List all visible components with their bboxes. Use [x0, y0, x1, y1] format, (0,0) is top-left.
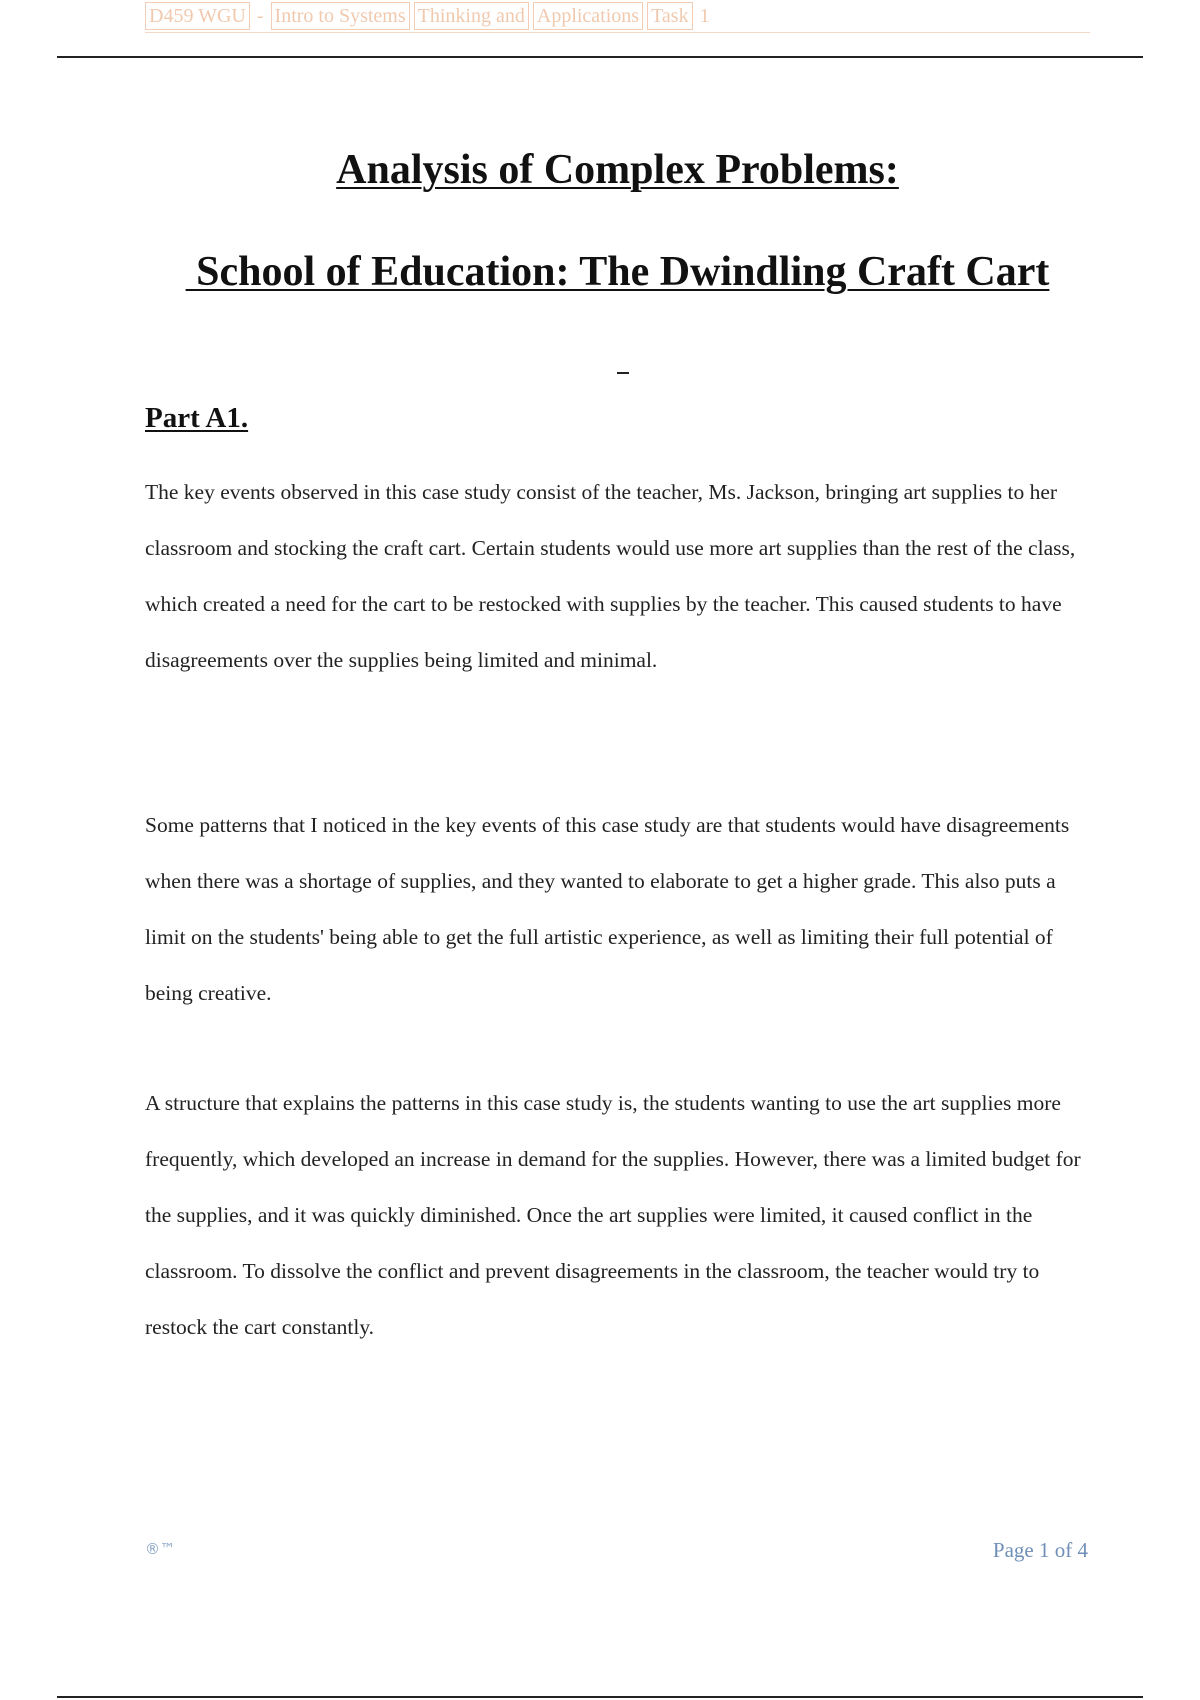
paragraph-patterns: Some patterns that I noticed in the key events of this case study are that students would have disagreements when there was a shortage of supplies, and they wanted to elaborate to get a higher grade. This also puts a limit on the students' being able to get the full artistic experience, as well as limiting their full potential of being creative. — [145, 813, 1070, 1005]
document-subtitle: School of Education: The Dwindling Craft Cart — [185, 249, 1050, 295]
section-heading-part-a1: Part A1. — [145, 402, 249, 434]
document-header — [145, 0, 1090, 33]
top-divider — [57, 56, 1143, 58]
spacer-mark — [617, 372, 629, 374]
header-tag-course-code: D459 WGU — [145, 2, 250, 30]
bottom-divider — [57, 1696, 1143, 1698]
header-tag-task: Task — [647, 2, 692, 30]
header-tag-intro: Intro to Systems — [271, 2, 410, 30]
paragraph-key-events: The key events observed in this case study consist of the teacher, Ms. Jackson, bringing art supplies to her classroom and stocking the craft cart. Certain students would use more art supplies than the rest of the class, which created a need for the cart to be restocked with supplies by the teacher. This caused students to have disagreements over the supplies being limited and minimal. — [145, 480, 1076, 672]
header-separator: - — [256, 5, 264, 27]
document-title: Analysis of Complex Problems: — [336, 147, 899, 193]
page-number: Page 1 of 4 — [992, 1538, 1088, 1562]
footer-trademark: ®™ — [145, 1540, 175, 1558]
header-tag-applications: Applications — [533, 2, 643, 30]
header-tag-thinking: Thinking and — [414, 2, 529, 30]
paragraph-structure: A structure that explains the patterns in this case study is, the students wanting to use the art supplies more frequently, which developed an increase in demand for the supplies. However, there was a limited budget for the supplies, and it was quickly diminished. Once the art supplies were limited, it caused conflict in the classroom. To dissolve the conflict and prevent disagreements in the classroom, the teacher would try to restock the cart constantly. — [145, 1091, 1081, 1339]
header-task-number: 1 — [699, 5, 710, 27]
